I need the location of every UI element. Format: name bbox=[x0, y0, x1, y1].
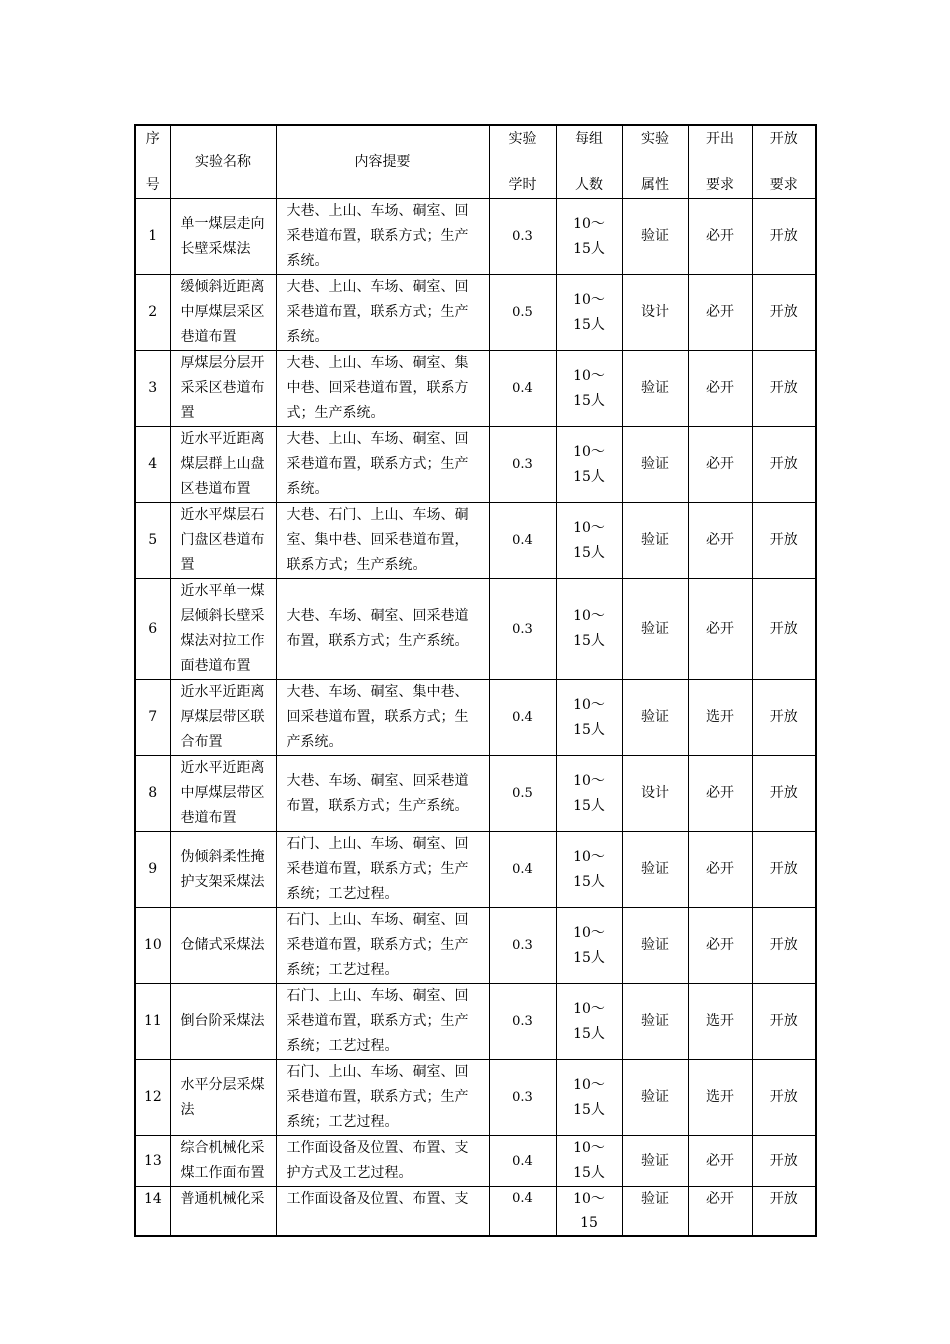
cell-seq: 8 bbox=[135, 756, 170, 832]
header-open-req-bottom: 要求 bbox=[706, 177, 734, 193]
cell-content: 大巷、上山、车场、硐室、集中巷、回采巷道布置，联系方式；生产系统。 bbox=[276, 351, 489, 427]
table-row bbox=[135, 579, 816, 680]
header-group-bottom: 人数 bbox=[575, 177, 603, 193]
header-name: 实验名称 bbox=[170, 125, 276, 199]
cell-group: 10～15人 bbox=[556, 832, 622, 908]
cell-hours: 0.4 bbox=[489, 503, 556, 579]
cell-open-req: 必开 bbox=[688, 427, 752, 503]
cell-name: 综合机械化采煤工作面布置 bbox=[170, 1136, 276, 1187]
cell-group: 10～15人 bbox=[556, 351, 622, 427]
cell-content: 大巷、上山、车场、硐室、回采巷道布置，联系方式；生产系统。 bbox=[276, 275, 489, 351]
cell-attr: 验证 bbox=[622, 1136, 688, 1187]
cell-hours: 0.3 bbox=[489, 984, 556, 1060]
cell-group: 10～15人 bbox=[556, 680, 622, 756]
cell-seq: 4 bbox=[135, 427, 170, 503]
table-row bbox=[135, 1060, 816, 1136]
cell-seq: 12 bbox=[135, 1060, 170, 1136]
table-row bbox=[135, 427, 816, 503]
cell-attr: 验证 bbox=[622, 503, 688, 579]
table-row bbox=[135, 756, 816, 832]
cell-seq: 14 bbox=[135, 1187, 170, 1237]
cell-open-req: 必开 bbox=[688, 503, 752, 579]
table-row bbox=[135, 832, 816, 908]
cell-name: 近水平近距离煤层群上山盘区巷道布置 bbox=[170, 427, 276, 503]
table-row bbox=[135, 199, 816, 275]
cell-access: 开放 bbox=[752, 503, 816, 579]
cell-hours: 0.4 bbox=[489, 832, 556, 908]
cell-hours: 0.3 bbox=[489, 1060, 556, 1136]
cell-access: 开放 bbox=[752, 579, 816, 680]
table-row bbox=[135, 1136, 816, 1187]
cell-hours: 0.4 bbox=[489, 1187, 556, 1237]
cell-hours: 0.3 bbox=[489, 427, 556, 503]
cell-attr: 验证 bbox=[622, 1187, 688, 1237]
cell-group: 10～15人 bbox=[556, 908, 622, 984]
cell-seq: 7 bbox=[135, 680, 170, 756]
cell-open-req: 选开 bbox=[688, 680, 752, 756]
cell-hours: 0.4 bbox=[489, 680, 556, 756]
cell-name: 倒台阶采煤法 bbox=[170, 984, 276, 1060]
cell-group: 10～15人 bbox=[556, 503, 622, 579]
cell-open-req: 选开 bbox=[688, 984, 752, 1060]
cell-name: 近水平近距离厚煤层带区联合布置 bbox=[170, 680, 276, 756]
cell-group: 10～15人 bbox=[556, 275, 622, 351]
header-access-bottom: 要求 bbox=[769, 177, 798, 193]
cell-content: 大巷、车场、硐室、回采巷道布置，联系方式；生产系统。 bbox=[276, 756, 489, 832]
cell-access: 开放 bbox=[752, 199, 816, 275]
cell-attr: 验证 bbox=[622, 199, 688, 275]
cell-attr: 验证 bbox=[622, 832, 688, 908]
cell-access: 开放 bbox=[752, 680, 816, 756]
cell-content: 大巷、车场、硐室、回采巷道布置，联系方式；生产系统。 bbox=[276, 579, 489, 680]
cell-open-req: 必开 bbox=[688, 1136, 752, 1187]
cell-name: 近水平单一煤层倾斜长壁采煤法对拉工作面巷道布置 bbox=[170, 579, 276, 680]
cell-hours: 0.4 bbox=[489, 351, 556, 427]
cell-access: 开放 bbox=[752, 427, 816, 503]
cell-open-req: 必开 bbox=[688, 351, 752, 427]
cell-seq: 3 bbox=[135, 351, 170, 427]
cell-content: 石门、上山、车场、硐室、回采巷道布置，联系方式；生产系统；工艺过程。 bbox=[276, 832, 489, 908]
header-hours-top: 实验 bbox=[508, 131, 537, 147]
table-row bbox=[135, 908, 816, 984]
cell-name: 水平分层采煤法 bbox=[170, 1060, 276, 1136]
table-row bbox=[135, 351, 816, 427]
cell-access: 开放 bbox=[752, 832, 816, 908]
cell-open-req: 必开 bbox=[688, 275, 752, 351]
cell-name: 仓储式采煤法 bbox=[170, 908, 276, 984]
table-row bbox=[135, 984, 816, 1060]
cell-hours: 0.4 bbox=[489, 1136, 556, 1187]
cell-attr: 设计 bbox=[622, 756, 688, 832]
cell-content: 石门、上山、车场、硐室、回采巷道布置，联系方式；生产系统；工艺过程。 bbox=[276, 908, 489, 984]
table-header-row bbox=[135, 125, 816, 199]
cell-open-req: 必开 bbox=[688, 199, 752, 275]
cell-name: 近水平煤层石门盘区巷道布置 bbox=[170, 503, 276, 579]
cell-attr: 设计 bbox=[622, 275, 688, 351]
header-open-req bbox=[688, 125, 752, 199]
header-open-req-top: 开出 bbox=[706, 131, 734, 147]
cell-seq: 13 bbox=[135, 1136, 170, 1187]
cell-content: 大巷、上山、车场、硐室、回采巷道布置，联系方式；生产系统。 bbox=[276, 199, 489, 275]
cell-hours: 0.5 bbox=[489, 275, 556, 351]
experiment-table bbox=[134, 124, 817, 1237]
header-group bbox=[556, 125, 622, 199]
cell-seq: 5 bbox=[135, 503, 170, 579]
header-attr-top: 实验 bbox=[641, 131, 669, 147]
cell-attr: 验证 bbox=[622, 1060, 688, 1136]
header-hours bbox=[489, 125, 556, 199]
cell-seq: 11 bbox=[135, 984, 170, 1060]
cell-access: 开放 bbox=[752, 275, 816, 351]
cell-attr: 验证 bbox=[622, 351, 688, 427]
cell-open-req: 必开 bbox=[688, 579, 752, 680]
cell-seq: 1 bbox=[135, 199, 170, 275]
header-group-top: 每组 bbox=[575, 131, 603, 147]
cell-name: 缓倾斜近距离中厚煤层采区巷道布置 bbox=[170, 275, 276, 351]
cell-group: 10～15人 bbox=[556, 579, 622, 680]
header-access-top: 开放 bbox=[769, 131, 798, 147]
cell-hours: 0.3 bbox=[489, 199, 556, 275]
table-row bbox=[135, 275, 816, 351]
cell-group: 10～15人 bbox=[556, 199, 622, 275]
cell-access: 开放 bbox=[752, 351, 816, 427]
cell-hours: 0.3 bbox=[489, 908, 556, 984]
cell-group: 10～15人 bbox=[556, 427, 622, 503]
header-content: 内容提要 bbox=[276, 125, 489, 199]
cell-seq: 10 bbox=[135, 908, 170, 984]
cell-attr: 验证 bbox=[622, 680, 688, 756]
cell-group: 10～15人 bbox=[556, 756, 622, 832]
cell-group: 10～15人 bbox=[556, 1136, 622, 1187]
header-attr-bottom: 属性 bbox=[641, 177, 669, 193]
cell-access: 开放 bbox=[752, 1060, 816, 1136]
cell-hours: 0.5 bbox=[489, 756, 556, 832]
cell-access: 开放 bbox=[752, 1136, 816, 1187]
cell-seq: 6 bbox=[135, 579, 170, 680]
cell-open-req: 必开 bbox=[688, 1187, 752, 1237]
cell-content: 大巷、车场、硐室、集中巷、回采巷道布置，联系方式；生产系统。 bbox=[276, 680, 489, 756]
cell-content: 大巷、上山、车场、硐室、回采巷道布置，联系方式；生产系统。 bbox=[276, 427, 489, 503]
cell-content: 大巷、石门、上山、车场、硐室、集中巷、回采巷道布置，联系方式；生产系统。 bbox=[276, 503, 489, 579]
cell-access: 开放 bbox=[752, 756, 816, 832]
table-row bbox=[135, 680, 816, 756]
cell-attr: 验证 bbox=[622, 984, 688, 1060]
cell-name: 普通机械化采 bbox=[170, 1187, 276, 1237]
cell-seq: 9 bbox=[135, 832, 170, 908]
cell-name: 单一煤层走向长壁采煤法 bbox=[170, 199, 276, 275]
cell-open-req: 必开 bbox=[688, 908, 752, 984]
cell-content: 石门、上山、车场、硐室、回采巷道布置，联系方式；生产系统；工艺过程。 bbox=[276, 1060, 489, 1136]
cell-name: 厚煤层分层开采采区巷道布置 bbox=[170, 351, 276, 427]
cell-open-req: 必开 bbox=[688, 832, 752, 908]
cell-hours: 0.3 bbox=[489, 579, 556, 680]
header-seq-bottom: 号 bbox=[145, 177, 160, 193]
cell-content: 石门、上山、车场、硐室、回采巷道布置，联系方式；生产系统；工艺过程。 bbox=[276, 984, 489, 1060]
cell-group: 10～15 bbox=[556, 1187, 622, 1237]
cell-name: 近水平近距离中厚煤层带区巷道布置 bbox=[170, 756, 276, 832]
header-attr bbox=[622, 125, 688, 199]
cell-attr: 验证 bbox=[622, 908, 688, 984]
cell-open-req: 选开 bbox=[688, 1060, 752, 1136]
header-seq-top: 序 bbox=[145, 131, 160, 147]
header-access bbox=[752, 125, 816, 199]
table-row bbox=[135, 1187, 816, 1237]
cell-content: 工作面设备及位置、布置、支 bbox=[276, 1187, 489, 1237]
cell-attr: 验证 bbox=[622, 579, 688, 680]
experiment-table-container bbox=[134, 124, 815, 1231]
cell-access: 开放 bbox=[752, 1187, 816, 1237]
cell-open-req: 必开 bbox=[688, 756, 752, 832]
cell-seq: 2 bbox=[135, 275, 170, 351]
table-row bbox=[135, 503, 816, 579]
cell-group: 10～15人 bbox=[556, 984, 622, 1060]
header-hours-bottom: 学时 bbox=[508, 177, 537, 193]
cell-access: 开放 bbox=[752, 908, 816, 984]
cell-name: 伪倾斜柔性掩护支架采煤法 bbox=[170, 832, 276, 908]
header-seq bbox=[135, 125, 170, 199]
cell-group: 10～15人 bbox=[556, 1060, 622, 1136]
cell-attr: 验证 bbox=[622, 427, 688, 503]
cell-content: 工作面设备及位置、布置、支护方式及工艺过程。 bbox=[276, 1136, 489, 1187]
cell-access: 开放 bbox=[752, 984, 816, 1060]
